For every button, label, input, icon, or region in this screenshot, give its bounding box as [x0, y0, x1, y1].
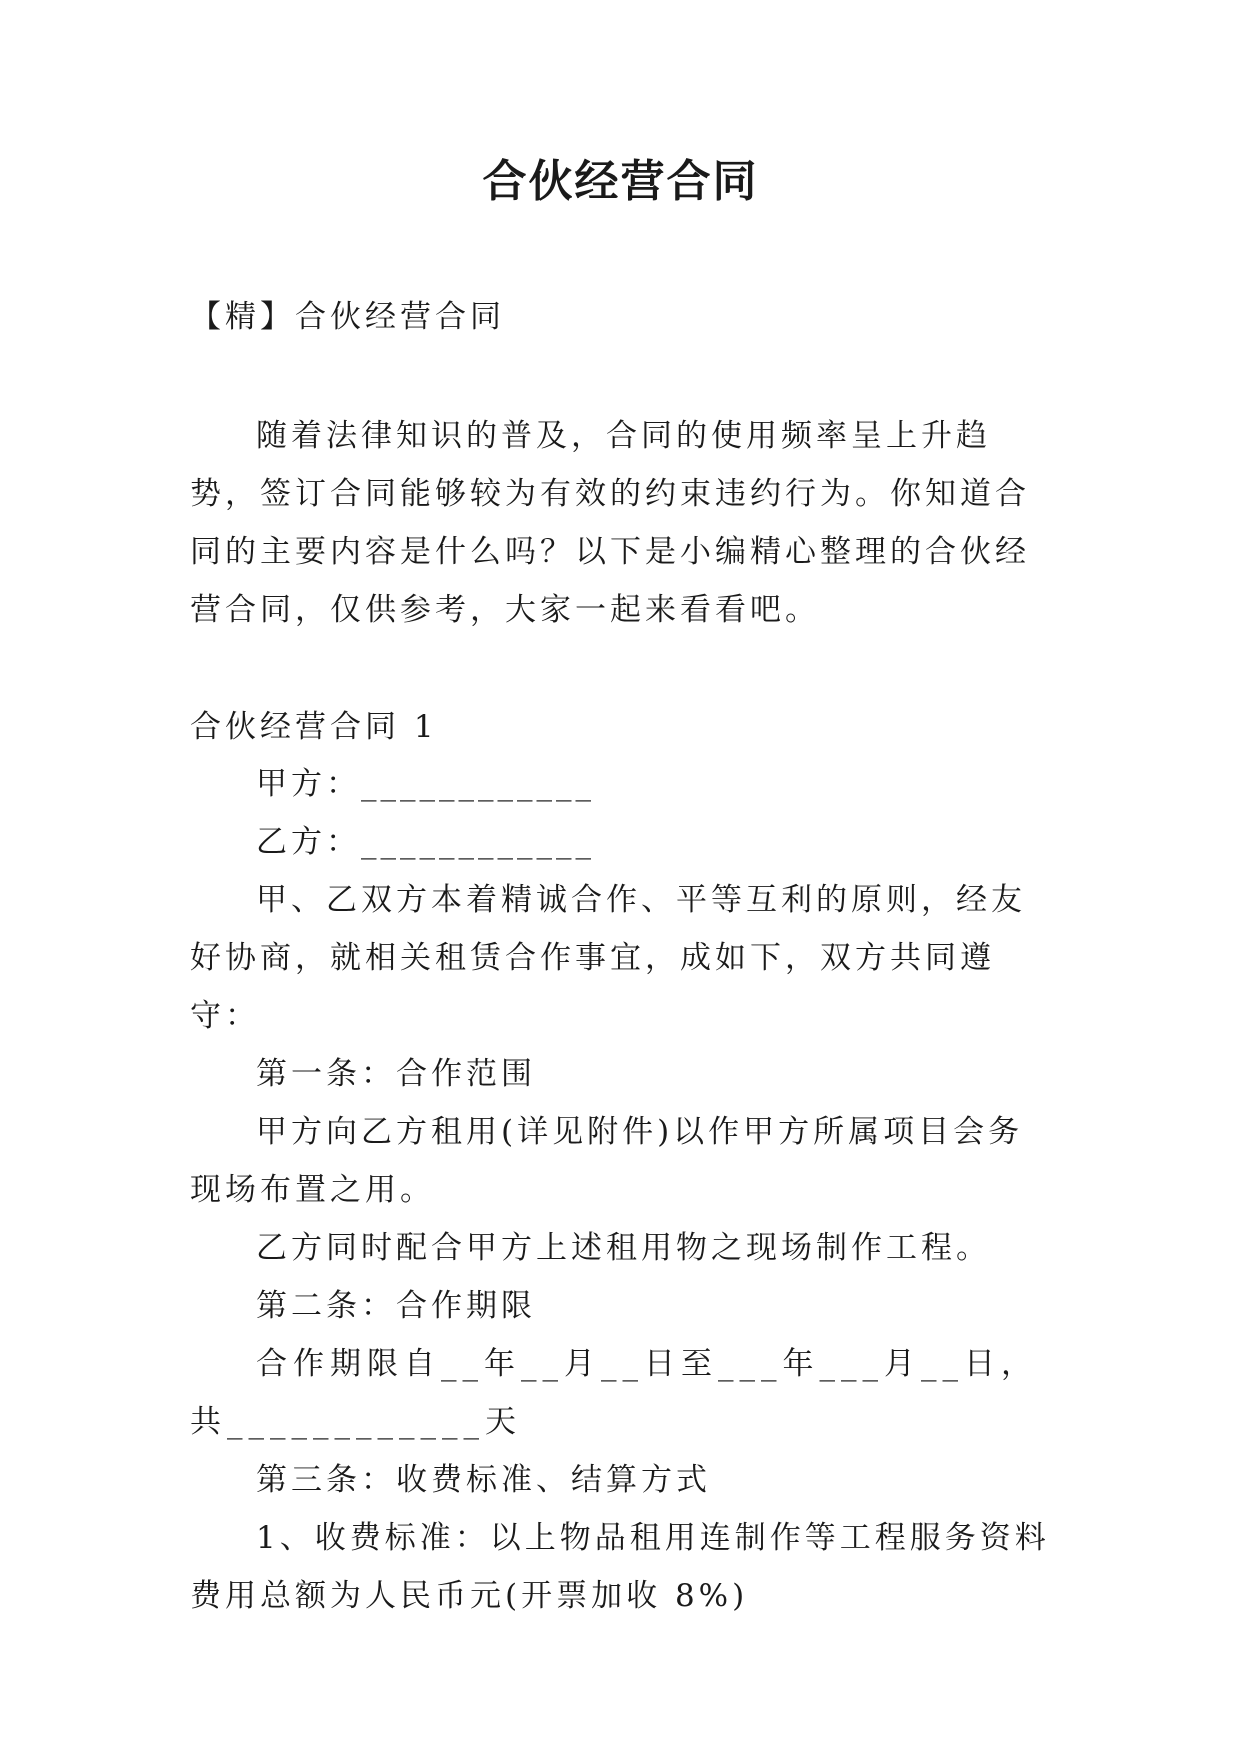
intro-paragraph: 随着法律知识的普及，合同的使用频率呈上升趋势，签订合同能够较为有效的约束违约行为。你知道合同的主要内容是什么吗？以下是小编精心整理的合伙经营合同，仅供参考，大家一起来看看吧。 [190, 418, 1030, 628]
document-title: 合伙经营合同 [482, 156, 759, 207]
section-heading: 合伙经营合同 1 [190, 709, 438, 745]
article-1-paragraph-2: 乙方同时配合甲方上述租用物之现场制作工程。 [256, 1230, 991, 1266]
article-2-paragraph-1: 合作期限自__年__月__日至___年___月__日，共____________天 [190, 1346, 1038, 1440]
article-3-heading: 第三条：收费标准、结算方式 [256, 1462, 711, 1498]
article-1-heading: 第一条：合作范围 [256, 1056, 536, 1092]
party-a-line: 甲方：____________ [256, 766, 595, 802]
document-subtitle: 【精】合伙经营合同 [190, 299, 505, 335]
preamble-paragraph: 甲、乙双方本着精诚合作、平等互利的原则，经友好协商，就相关租赁合作事宜，成如下，双方共同遵守： [190, 882, 1026, 1034]
article-2-heading: 第二条：合作期限 [256, 1288, 536, 1324]
article-1-paragraph-1: 甲方向乙方租用(详见附件)以作甲方所属项目会务现场布置之用。 [190, 1114, 1024, 1208]
party-b-line: 乙方：____________ [256, 824, 595, 860]
article-3-paragraph-1: 1、收费标准：以上物品租用连制作等工程服务资料费用总额为人民币元(开票加收 8%) [190, 1520, 1050, 1614]
contract-clauses [190, 755, 1052, 1625]
